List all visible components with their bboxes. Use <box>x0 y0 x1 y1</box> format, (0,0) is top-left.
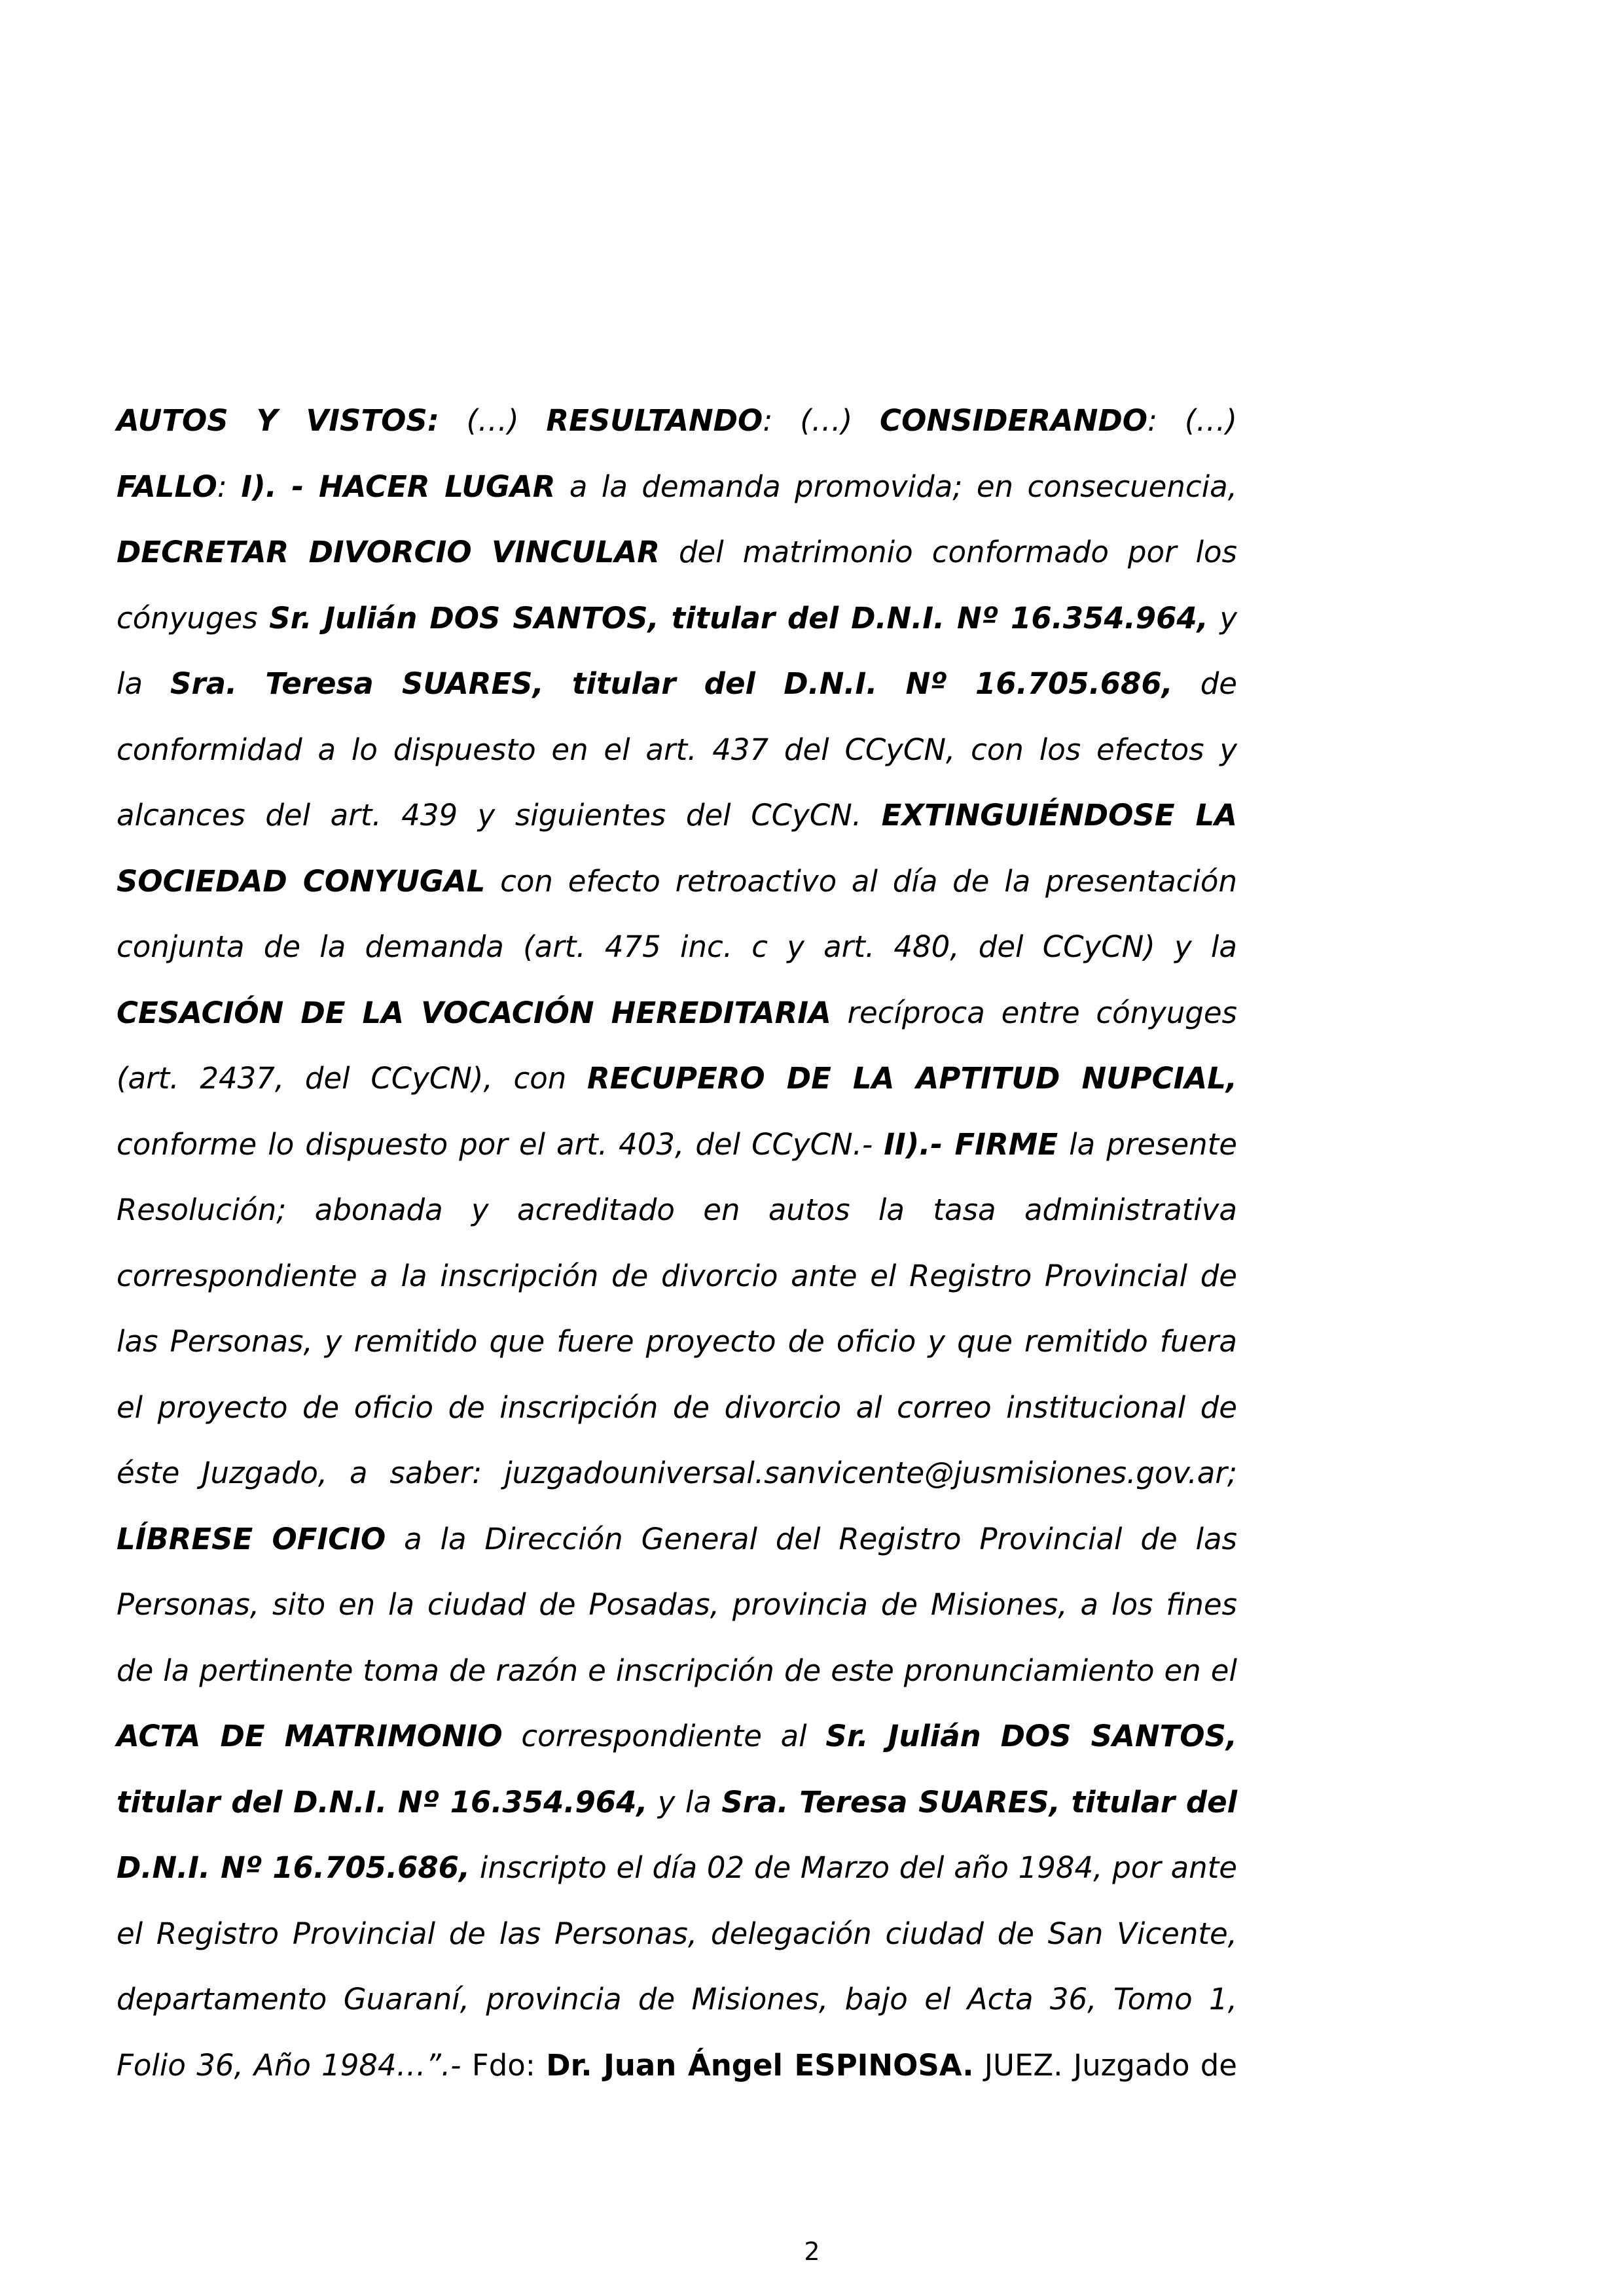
bold-text-run: SOCIEDAD CONYUGAL <box>117 864 486 899</box>
text-run: correspondiente al <box>502 1719 826 1753</box>
text-run: la presente <box>1058 1127 1237 1162</box>
bold-text-run: titular del D.N.I. Nº 16.354.964, <box>117 1785 648 1820</box>
bold-text-run: LÍBRESE OFICIO <box>117 1522 386 1556</box>
text-run: de la pertinente toma de razón e inscripción de este pronunciamiento en el <box>117 1653 1237 1688</box>
text-run: JUEZ. Juzgado de <box>973 2048 1237 2083</box>
text-run: de <box>1172 666 1237 701</box>
text-run: a la demanda promovida; en consecuencia, <box>555 469 1237 504</box>
text-run: éste Juzgado, a saber: juzgadouniversal.sanvicente@jusmisiones.gov.ar; <box>117 1456 1237 1490</box>
text-line <box>117 401 1237 440</box>
bold-text-run: II).- FIRME <box>884 1127 1058 1162</box>
text-run: del matrimonio conformado por los <box>659 535 1237 569</box>
text-run: y la <box>647 1785 722 1820</box>
bold-text-run: D.N.I. Nº 16.705.686, <box>117 1850 471 1885</box>
text-line <box>117 1914 1237 1954</box>
page-number: 2 <box>804 2237 820 2266</box>
text-line <box>117 1783 1237 1822</box>
text-run: recíproca entre cónyuges <box>831 996 1237 1030</box>
text-run: conforme lo dispuesto por el art. 403, del CCyCN.- <box>117 1127 884 1162</box>
text-line <box>117 1322 1237 1361</box>
text-run: (…) <box>439 403 547 438</box>
text-line <box>117 1388 1237 1427</box>
bold-text-run: RESULTANDO <box>546 403 763 438</box>
text-line <box>117 467 1237 507</box>
text-run: alcances del art. 439 y siguientes del CCyCN. <box>117 798 882 833</box>
text-run: conformidad a lo dispuesto en el art. 437 del CCyCN, con los efectos y <box>117 732 1237 767</box>
text-run: inscripto el día 02 de Marzo del año 1984, por ante <box>470 1850 1237 1885</box>
text-line <box>117 1717 1237 1756</box>
text-line <box>117 533 1237 572</box>
text-run: el proyecto de oficio de inscripción de divorcio al correo institucional de <box>117 1390 1237 1425</box>
text-line <box>117 927 1237 967</box>
text-run: : (…) <box>1147 403 1237 438</box>
bold-text-run: Sr. Julián DOS SANTOS, titular del D.N.I. Nº 16.354.964, <box>269 601 1208 636</box>
text-run: las Personas, y remitido que fuere proyecto de oficio y que remitido fuera <box>117 1324 1237 1359</box>
bold-text-run: Sra. Teresa SUARES, titular del D.N.I. Nº 16.705.686, <box>170 666 1173 701</box>
text-run: cónyuges <box>117 601 270 636</box>
text-line <box>117 1257 1237 1296</box>
bold-text-run: RECUPERO DE LA APTITUD NUPCIAL, <box>587 1061 1237 1096</box>
text-line <box>117 1454 1237 1493</box>
text-line <box>117 796 1237 835</box>
text-run: : <box>217 469 242 504</box>
text-run: Resolución; abonada y acreditado en autos la tasa administrativa <box>117 1193 1237 1227</box>
text-run: y <box>1208 601 1238 636</box>
text-run: correspondiente a la inscripción de divorcio ante el Registro Provincial de <box>117 1259 1237 1293</box>
text-line <box>117 1059 1237 1098</box>
bold-text-run: FALLO <box>117 469 217 504</box>
text-line <box>117 1980 1237 2019</box>
bold-text-run: Sr. Julián DOS SANTOS, <box>825 1719 1237 1753</box>
text-line <box>117 1125 1237 1164</box>
text-run: departamento Guaraní, provincia de Misiones, bajo el Acta 36, Tomo 1, <box>117 1982 1237 2017</box>
text-line <box>117 994 1237 1033</box>
text-run: Folio 36, Año 1984…”.- <box>117 2048 472 2083</box>
bold-text-run: DECRETAR DIVORCIO VINCULAR <box>117 535 660 569</box>
bold-text-run: Sra. Teresa SUARES, titular del <box>721 1785 1238 1820</box>
text-run: a la Dirección General del Registro Provincial de las <box>386 1522 1238 1556</box>
bold-text-run: ACTA DE MATRIMONIO <box>117 1719 503 1753</box>
text-line <box>117 664 1237 704</box>
text-line <box>117 1520 1237 1559</box>
text-line <box>117 730 1237 770</box>
bold-text-run: I). - HACER LUGAR <box>241 469 556 504</box>
text-run: (art. 2437, del CCyCN), con <box>117 1061 588 1096</box>
text-line <box>117 1191 1237 1230</box>
text-run: Fdo: <box>471 2048 547 2083</box>
text-run: el Registro Provincial de las Personas, delegación ciudad de San Vicente, <box>117 1916 1237 1951</box>
bold-text-run: Dr. Juan Ángel ESPINOSA. <box>546 2048 974 2083</box>
bold-text-run: CONSIDERANDO <box>880 403 1147 438</box>
text-run: Personas, sito en la ciudad de Posadas, provincia de Misiones, a los fines <box>117 1587 1237 1622</box>
text-line <box>117 1848 1237 1888</box>
text-line <box>117 599 1237 638</box>
text-line <box>117 2046 1237 2085</box>
text-run: con efecto retroactivo al día de la presentación <box>485 864 1237 899</box>
text-line <box>117 862 1237 901</box>
bold-text-run: EXTINGUIÉNDOSE LA <box>881 798 1237 833</box>
text-run: : (…) <box>763 403 880 438</box>
text-line <box>117 1651 1237 1691</box>
bold-text-run: CESACIÓN DE LA VOCACIÓN HEREDITARIA <box>117 996 831 1030</box>
bold-text-run: AUTOS Y VISTOS: <box>117 403 439 438</box>
text-line <box>117 1585 1237 1624</box>
text-run: conjunta de la demanda (art. 475 inc. c y art. 480, del CCyCN) y la <box>117 929 1237 964</box>
text-run: la <box>117 666 171 701</box>
